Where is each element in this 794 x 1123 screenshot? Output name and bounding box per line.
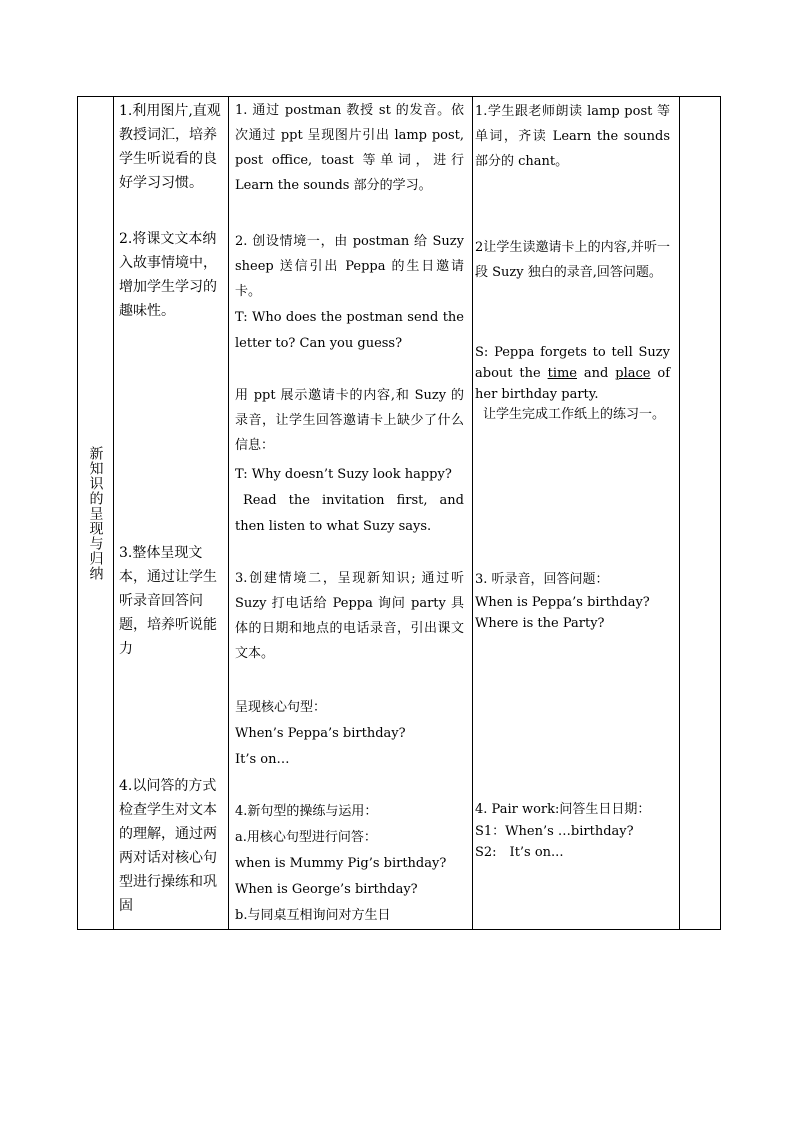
pair-dialog-2: S2: It’s on... (475, 845, 564, 860)
stage-label: 新知识的呈现与归纳 (87, 445, 104, 581)
practice-question-1: when is Mummy Pig’s birthday? (235, 856, 447, 871)
teacher-step-3: 3.创建情境二，呈现新知识; 通过听 Suzy 打电话给 Peppa 询问 party 具体的日期和地点的电话录音，引出课文文本。 (235, 571, 464, 661)
teacher-step-4: 4.新句型的操练与运用： (235, 804, 378, 819)
teacher-instruction: Read the invitation first, and then listen to what Suzy says. (235, 493, 464, 534)
goals-cell (114, 97, 229, 930)
student-worksheet-1: 让学生完成工作纸上的练习一。 (483, 407, 666, 422)
listen-question-1: When is Peppa’s birthday? (475, 595, 650, 610)
notes-cell (680, 97, 721, 930)
practice-question-2: When is George’s birthday? (235, 882, 418, 897)
goal-1: 1.利用图片,直观教授词汇，培养学生听说看的良好学习习惯。 (119, 103, 221, 191)
listen-question-2: Where is the Party? (475, 616, 605, 631)
student-activity-cell (473, 97, 680, 930)
teacher-invitation-note: 用 ppt 展示邀请卡的内容,和 Suzy 的录音，让学生回答邀请卡上缺少了什么信息： (235, 388, 464, 453)
core-pattern-1: When’s Peppa’s birthday? (235, 726, 406, 741)
student-step-1: 1.学生跟老师朗读 lamp post 等单词，齐读 Learn the sounds 部分的 chant。 (475, 104, 670, 169)
teacher-step-4b: b.与同桌互相询问对方生日 (235, 908, 391, 923)
lesson-plan-table (77, 96, 721, 930)
student-step-3: 3. 听录音，回答问题： (475, 572, 609, 587)
teacher-step-1: 1. 通过 postman 教授 st 的发音。依次通过 ppt 呈现图片引出 lamp post, post office, toast 等单词，进行 Learn the sounds 部分的学习。 (235, 103, 464, 193)
teacher-step-2: 2. 创设情境一，由 postman 给 Suzy sheep 送信引出 Peppa 的生日邀请卡。 (235, 234, 464, 299)
pair-dialog-1: S1：When’s …birthday? (475, 824, 634, 839)
goal-4: 4.以问答的方式检查学生对文本的理解，通过两两对话对核心句型进行操练和巩固 (119, 778, 217, 914)
teacher-step-4a: a.用核心句型进行问答： (235, 830, 377, 845)
student-answer-1: S: Peppa forgets to tell Suzy about the time and place of her birthday party. (475, 345, 671, 402)
student-step-2: 2让学生读邀请卡上的内容,并听一段 Suzy 独白的录音,回答问题。 (475, 240, 670, 280)
teacher-question-1: T: Who does the postman send the letter to? Can you guess? (235, 310, 464, 351)
core-pattern-label: 呈现核心句型： (235, 700, 327, 715)
teacher-activity-cell (229, 97, 473, 930)
core-pattern-2: It’s on… (235, 752, 290, 767)
goal-3: 3.整体呈现文本，通过让学生听录音回答问题，培养听说能力 (119, 545, 217, 657)
teacher-question-2: T: Why doesn’t Suzy look happy? (235, 467, 452, 482)
stage-cell (78, 97, 114, 930)
goal-2: 2.将课文文本纳入故事情境中，增加学生学习的趣味性。 (119, 231, 217, 319)
student-step-4: 4. Pair work:问答生日日期： (475, 802, 651, 817)
